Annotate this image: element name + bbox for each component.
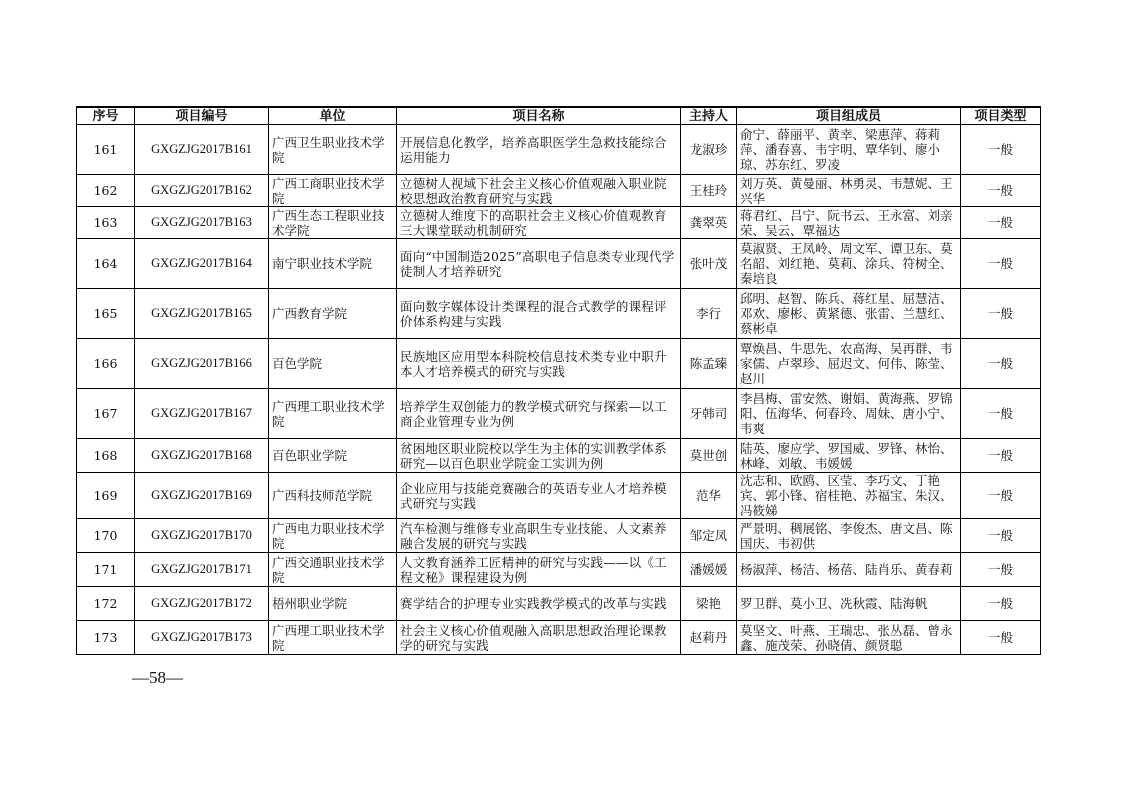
cell-unit: 广西理工职业技术学院 [269,389,397,439]
cell-project-name: 汽车检测与维修专业高职生专业技能、人文素养融合发展的研究与实践 [397,519,681,553]
cell-unit: 广西教育学院 [269,289,397,339]
cell-project-name: 贫困地区职业院校以学生为主体的实训教学体系研究—以百色职业学院金工实训为例 [397,439,681,473]
header-members: 项目组成员 [737,107,961,125]
table-row [77,621,1041,655]
cell-index: 163 [77,207,135,239]
table-row [77,175,1041,207]
cell-members: 罗卫群、莫小卫、冼秋霞、陆海帆 [737,587,961,621]
header-project-name: 项目名称 [397,107,681,125]
cell-leader: 龚翠英 [681,207,737,239]
cell-leader: 邹定凤 [681,519,737,553]
cell-project-name: 培养学生双创能力的教学模式研究与探索—以工商企业管理专业为例 [397,389,681,439]
cell-members: 俞宁、薛丽平、黄幸、梁惠萍、蒋莉萍、潘春喜、韦宇明、覃华钊、廖小琼、苏东红、罗凌 [737,125,961,175]
cell-leader: 潘媛媛 [681,553,737,587]
cell-project-type: 一般 [961,519,1041,553]
cell-project-type: 一般 [961,125,1041,175]
cell-project-code: GXGZJG2017B173 [135,621,269,655]
cell-leader: 张叶茂 [681,239,737,289]
cell-project-code: GXGZJG2017B171 [135,553,269,587]
cell-project-type: 一般 [961,175,1041,207]
cell-unit: 广西生态工程职业技术学院 [269,207,397,239]
header-project-code: 项目编号 [135,107,269,125]
cell-unit: 广西理工职业技术学院 [269,621,397,655]
cell-leader: 王桂玲 [681,175,737,207]
cell-project-code: GXGZJG2017B165 [135,289,269,339]
cell-members: 蒋君红、吕宁、阮书云、王永富、刘亲荣、吴云、覃福达 [737,207,961,239]
cell-project-code: GXGZJG2017B172 [135,587,269,621]
cell-project-name: 赛学结合的护理专业实践教学模式的改革与实践 [397,587,681,621]
cell-index: 164 [77,239,135,289]
cell-unit: 广西交通职业技术学院 [269,553,397,587]
cell-leader: 龙淑珍 [681,125,737,175]
cell-leader: 赵莉丹 [681,621,737,655]
cell-project-type: 一般 [961,207,1041,239]
cell-index: 172 [77,587,135,621]
cell-project-type: 一般 [961,339,1041,389]
table-row [77,473,1041,519]
project-table [76,106,1041,655]
table-row [77,239,1041,289]
cell-members: 陆英、廖应学、罗国威、罗锋、林怡、林峰、刘敏、韦媛媛 [737,439,961,473]
table-row [77,339,1041,389]
cell-members: 杨淑萍、杨洁、杨蓓、陆肖乐、黄春莉 [737,553,961,587]
cell-members: 覃焕昌、牛思先、农高海、吴再群、韦家儒、卢翠珍、屈迟文、何伟、陈莹、赵川 [737,339,961,389]
cell-index: 166 [77,339,135,389]
table-row [77,553,1041,587]
cell-project-code: GXGZJG2017B168 [135,439,269,473]
cell-unit: 广西工商职业技术学院 [269,175,397,207]
cell-index: 165 [77,289,135,339]
cell-project-code: GXGZJG2017B161 [135,125,269,175]
cell-project-code: GXGZJG2017B170 [135,519,269,553]
cell-leader: 陈孟臻 [681,339,737,389]
cell-project-type: 一般 [961,621,1041,655]
cell-unit: 梧州职业学院 [269,587,397,621]
cell-members: 莫淑贤、王凤岭、周文军、谭卫东、莫名韶、刘红艳、莫莉、涂兵、符树全、秦培良 [737,239,961,289]
cell-project-code: GXGZJG2017B169 [135,473,269,519]
cell-index: 167 [77,389,135,439]
cell-project-name: 人文教育涵养工匠精神的研究与实践——以《工程文秘》课程建设为例 [397,553,681,587]
header-project-type: 项目类型 [961,107,1041,125]
table-row [77,389,1041,439]
table-header-row [77,107,1041,125]
cell-project-type: 一般 [961,473,1041,519]
cell-index: 168 [77,439,135,473]
cell-members: 刘万英、黄曼丽、林勇灵、韦慧妮、王兴华 [737,175,961,207]
cell-project-type: 一般 [961,587,1041,621]
header-leader: 主持人 [681,107,737,125]
cell-unit: 广西卫生职业技术学院 [269,125,397,175]
cell-project-code: GXGZJG2017B167 [135,389,269,439]
cell-project-name: 企业应用与技能竞赛融合的英语专业人才培养模式研究与实践 [397,473,681,519]
cell-project-name: 社会主义核心价值观融入高职思想政治理论课教学的研究与实践 [397,621,681,655]
cell-project-name: 民族地区应用型本科院校信息技术类专业中职升本人才培养模式的研究与实践 [397,339,681,389]
cell-index: 170 [77,519,135,553]
cell-project-code: GXGZJG2017B166 [135,339,269,389]
cell-unit: 广西科技师范学院 [269,473,397,519]
table-row [77,207,1041,239]
cell-members: 李昌梅、雷安然、谢娟、黄海燕、罗锦阳、伍海华、何春玲、周妹、唐小宁、韦爽 [737,389,961,439]
table-body [77,125,1041,655]
header-index: 序号 [77,107,135,125]
cell-leader: 莫世创 [681,439,737,473]
page-number: —58— [132,668,183,687]
table-row [77,439,1041,473]
cell-leader: 范华 [681,473,737,519]
cell-unit: 广西电力职业技术学院 [269,519,397,553]
cell-project-name: 立德树人维度下的高职社会主义核心价值观教育三大课堂联动机制研究 [397,207,681,239]
header-unit: 单位 [269,107,397,125]
cell-project-code: GXGZJG2017B162 [135,175,269,207]
table-row [77,289,1041,339]
cell-leader: 梁艳 [681,587,737,621]
cell-index: 171 [77,553,135,587]
cell-project-type: 一般 [961,553,1041,587]
cell-project-type: 一般 [961,289,1041,339]
cell-project-name: 面向“中国制造2025”高职电子信息类专业现代学徒制人才培养研究 [397,239,681,289]
cell-unit: 百色学院 [269,339,397,389]
cell-project-type: 一般 [961,239,1041,289]
cell-unit: 百色职业学院 [269,439,397,473]
cell-project-type: 一般 [961,439,1041,473]
cell-leader: 牙韩司 [681,389,737,439]
cell-index: 161 [77,125,135,175]
cell-members: 严景明、稠展铭、李俊杰、唐文昌、陈国庆、韦初供 [737,519,961,553]
table-row [77,125,1041,175]
cell-index: 173 [77,621,135,655]
cell-members: 沈志和、欧鸥、区莹、李巧文、丁艳宾、郭小锋、宿桂艳、苏福宝、朱汉、冯筱娣 [737,473,961,519]
cell-index: 162 [77,175,135,207]
cell-members: 莫坚文、叶燕、王瑞忠、张丛磊、曾永鑫、施茂荣、孙晓倩、颜贤聪 [737,621,961,655]
cell-project-code: GXGZJG2017B164 [135,239,269,289]
cell-project-type: 一般 [961,389,1041,439]
cell-project-name: 面向数字媒体设计类课程的混合式教学的课程评价体系构建与实践 [397,289,681,339]
table-row [77,587,1041,621]
cell-unit: 南宁职业技术学院 [269,239,397,289]
cell-leader: 李行 [681,289,737,339]
cell-project-code: GXGZJG2017B163 [135,207,269,239]
cell-members: 邱明、赵智、陈兵、蒋红星、屈慧洁、邓欢、廖彬、黄紧德、张雷、兰慧红、蔡彬卓 [737,289,961,339]
cell-project-name: 立德树人视域下社会主义核心价值观融入职业院校思想政治教育研究与实践 [397,175,681,207]
cell-index: 169 [77,473,135,519]
cell-project-name: 开展信息化教学，培养高职医学生急救技能综合运用能力 [397,125,681,175]
table-row [77,519,1041,553]
